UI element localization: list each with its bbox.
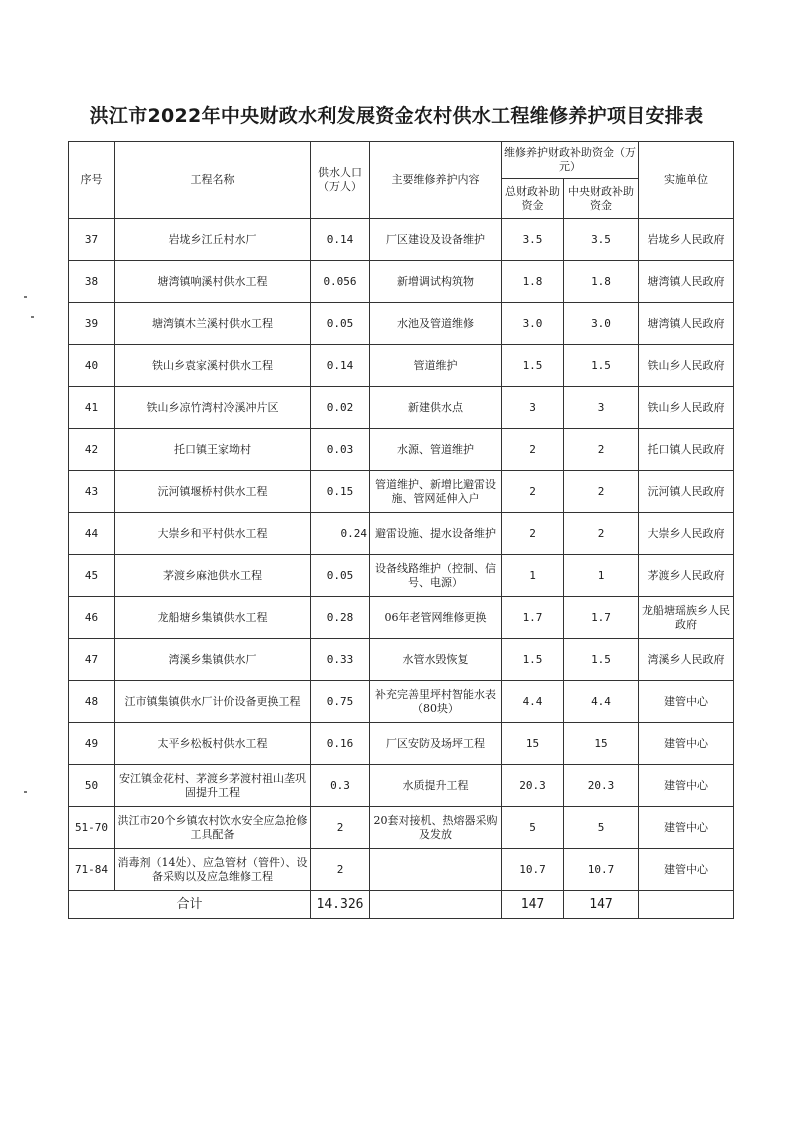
- cell-unit: 铁山乡人民政府: [639, 387, 734, 429]
- cell-seq: 49: [69, 723, 115, 765]
- cell-unit: 塘湾镇人民政府: [639, 261, 734, 303]
- cell-name: 江市镇集镇供水厂计价设备更换工程: [115, 681, 311, 723]
- cell-content: 设备线路维护（控制、信号、电源）: [370, 555, 502, 597]
- cell-seq: 46: [69, 597, 115, 639]
- header-central-funds: 中央财政补助资金: [564, 179, 639, 219]
- cell-unit: 湾溪乡人民政府: [639, 639, 734, 681]
- table-row: [69, 765, 734, 807]
- cell-seq: 38: [69, 261, 115, 303]
- cell-total-funds: 4.4: [502, 681, 564, 723]
- cell-central-funds: 4.4: [564, 681, 639, 723]
- cell-seq: 50: [69, 765, 115, 807]
- scan-speck: [31, 316, 34, 318]
- cell-population: 0.24: [311, 513, 370, 555]
- cell-central-funds: 3: [564, 387, 639, 429]
- table-row: [69, 849, 734, 891]
- table-row: [69, 219, 734, 261]
- cell-population: 2: [311, 807, 370, 849]
- cell-content: 水源、管道维护: [370, 429, 502, 471]
- page-title: 洪江市2022年中央财政水利发展资金农村供水工程维修养护项目安排表: [89, 105, 704, 127]
- cell-central-funds: 1.7: [564, 597, 639, 639]
- cell-seq: 37: [69, 219, 115, 261]
- cell-central-funds: 3.5: [564, 219, 639, 261]
- cell-content: 厂区安防及场坪工程: [370, 723, 502, 765]
- table-row: [69, 387, 734, 429]
- scan-speck: [24, 296, 27, 298]
- header-name: 工程名称: [115, 142, 311, 219]
- header-total-funds: 总财政补助资金: [502, 179, 564, 219]
- table-row: [69, 513, 734, 555]
- cell-content: 水池及管道维修: [370, 303, 502, 345]
- header-unit: 实施单位: [639, 142, 734, 219]
- table-row: [69, 681, 734, 723]
- header-content: 主要维修养护内容: [370, 142, 502, 219]
- cell-central-funds: 2: [564, 513, 639, 555]
- cell-seq: 51-70: [69, 807, 115, 849]
- cell-central-funds: 20.3: [564, 765, 639, 807]
- cell-unit: 沅河镇人民政府: [639, 471, 734, 513]
- cell-content: 避雷设施、提水设备维护: [370, 513, 502, 555]
- cell-total-funds: 3: [502, 387, 564, 429]
- cell-population: 0.3: [311, 765, 370, 807]
- cell-population: 0.75: [311, 681, 370, 723]
- cell-unit: 建管中心: [639, 765, 734, 807]
- cell-name: 洪江市20个乡镇农村饮水安全应急抢修工具配备: [115, 807, 311, 849]
- total-population: 14.326: [311, 891, 370, 919]
- total-unit-empty: [639, 891, 734, 919]
- total-row: [69, 891, 734, 919]
- cell-name: 消毒剂（14处）、应急管材（管件）、设备采购以及应急维修工程: [115, 849, 311, 891]
- table-row: [69, 807, 734, 849]
- header-funds-group: 维修养护财政补助资金（万元）: [502, 142, 639, 179]
- header-population: 供水人口（万人）: [311, 142, 370, 219]
- cell-content: [370, 849, 502, 891]
- cell-content: 20套对接机、热熔器采购及发放: [370, 807, 502, 849]
- cell-total-funds: 3.0: [502, 303, 564, 345]
- table-row: [69, 555, 734, 597]
- cell-central-funds: 1.5: [564, 345, 639, 387]
- cell-seq: 42: [69, 429, 115, 471]
- cell-total-funds: 1.5: [502, 639, 564, 681]
- cell-name: 铁山乡凉竹湾村冷溪冲片区: [115, 387, 311, 429]
- cell-name: 铁山乡袁家溪村供水工程: [115, 345, 311, 387]
- cell-unit: 建管中心: [639, 807, 734, 849]
- total-central-funds: 147: [564, 891, 639, 919]
- cell-unit: 茅渡乡人民政府: [639, 555, 734, 597]
- cell-population: 0.05: [311, 555, 370, 597]
- cell-content: 06年老管网维修更换: [370, 597, 502, 639]
- cell-name: 沅河镇堰桥村供水工程: [115, 471, 311, 513]
- cell-unit: 铁山乡人民政府: [639, 345, 734, 387]
- cell-total-funds: 2: [502, 471, 564, 513]
- cell-central-funds: 5: [564, 807, 639, 849]
- cell-central-funds: 2: [564, 471, 639, 513]
- cell-central-funds: 2: [564, 429, 639, 471]
- cell-total-funds: 1.7: [502, 597, 564, 639]
- cell-population: 0.03: [311, 429, 370, 471]
- cell-name: 托口镇王家坳村: [115, 429, 311, 471]
- cell-name: 安江镇金花村、茅渡乡茅渡村祖山垄巩固提升工程: [115, 765, 311, 807]
- cell-total-funds: 2: [502, 429, 564, 471]
- cell-population: 2: [311, 849, 370, 891]
- cell-unit: 龙船塘瑶族乡人民政府: [639, 597, 734, 639]
- cell-content: 水管水毁恢复: [370, 639, 502, 681]
- cell-seq: 44: [69, 513, 115, 555]
- cell-population: 0.28: [311, 597, 370, 639]
- cell-total-funds: 1: [502, 555, 564, 597]
- table-row: [69, 639, 734, 681]
- cell-unit: 托口镇人民政府: [639, 429, 734, 471]
- cell-central-funds: 1.5: [564, 639, 639, 681]
- cell-population: 0.02: [311, 387, 370, 429]
- cell-seq: 41: [69, 387, 115, 429]
- cell-central-funds: 15: [564, 723, 639, 765]
- cell-name: 岩垅乡江丘村水厂: [115, 219, 311, 261]
- cell-seq: 43: [69, 471, 115, 513]
- cell-content: 管道维护: [370, 345, 502, 387]
- table-row: [69, 723, 734, 765]
- cell-seq: 40: [69, 345, 115, 387]
- cell-unit: 塘湾镇人民政府: [639, 303, 734, 345]
- cell-seq: 71-84: [69, 849, 115, 891]
- cell-content: 补充完善里坪村智能水表（80块）: [370, 681, 502, 723]
- cell-unit: 大崇乡人民政府: [639, 513, 734, 555]
- cell-name: 湾溪乡集镇供水厂: [115, 639, 311, 681]
- cell-central-funds: 3.0: [564, 303, 639, 345]
- cell-total-funds: 15: [502, 723, 564, 765]
- cell-seq: 45: [69, 555, 115, 597]
- cell-content: 新建供水点: [370, 387, 502, 429]
- cell-name: 塘湾镇木兰溪村供水工程: [115, 303, 311, 345]
- cell-unit: 建管中心: [639, 681, 734, 723]
- cell-central-funds: 1.8: [564, 261, 639, 303]
- cell-total-funds: 20.3: [502, 765, 564, 807]
- cell-name: 龙船塘乡集镇供水工程: [115, 597, 311, 639]
- cell-content: 水质提升工程: [370, 765, 502, 807]
- table-row: [69, 471, 734, 513]
- cell-name: 太平乡松板村供水工程: [115, 723, 311, 765]
- cell-name: 茅渡乡麻池供水工程: [115, 555, 311, 597]
- scan-speck: [24, 791, 27, 793]
- header-seq: 序号: [69, 142, 115, 219]
- cell-seq: 48: [69, 681, 115, 723]
- cell-population: 0.15: [311, 471, 370, 513]
- cell-central-funds: 10.7: [564, 849, 639, 891]
- table-row: [69, 429, 734, 471]
- cell-total-funds: 10.7: [502, 849, 564, 891]
- cell-name: 塘湾镇响溪村供水工程: [115, 261, 311, 303]
- table-row: [69, 261, 734, 303]
- cell-total-funds: 3.5: [502, 219, 564, 261]
- table-row: [69, 345, 734, 387]
- table-row: [69, 597, 734, 639]
- total-content-empty: [370, 891, 502, 919]
- cell-total-funds: 2: [502, 513, 564, 555]
- total-label: 合计: [69, 891, 311, 919]
- table-row: [69, 303, 734, 345]
- cell-content: 厂区建设及设备维护: [370, 219, 502, 261]
- cell-unit: 岩垅乡人民政府: [639, 219, 734, 261]
- cell-content: 新增调试构筑物: [370, 261, 502, 303]
- cell-name: 大崇乡和平村供水工程: [115, 513, 311, 555]
- cell-seq: 47: [69, 639, 115, 681]
- cell-population: 0.056: [311, 261, 370, 303]
- cell-central-funds: 1: [564, 555, 639, 597]
- project-table: [68, 141, 734, 919]
- cell-unit: 建管中心: [639, 849, 734, 891]
- cell-population: 0.16: [311, 723, 370, 765]
- cell-unit: 建管中心: [639, 723, 734, 765]
- cell-content: 管道维护、新增比避雷设施、管网延伸入户: [370, 471, 502, 513]
- cell-seq: 39: [69, 303, 115, 345]
- total-total-funds: 147: [502, 891, 564, 919]
- cell-population: 0.05: [311, 303, 370, 345]
- cell-population: 0.33: [311, 639, 370, 681]
- cell-total-funds: 5: [502, 807, 564, 849]
- cell-population: 0.14: [311, 219, 370, 261]
- cell-total-funds: 1.8: [502, 261, 564, 303]
- cell-total-funds: 1.5: [502, 345, 564, 387]
- cell-population: 0.14: [311, 345, 370, 387]
